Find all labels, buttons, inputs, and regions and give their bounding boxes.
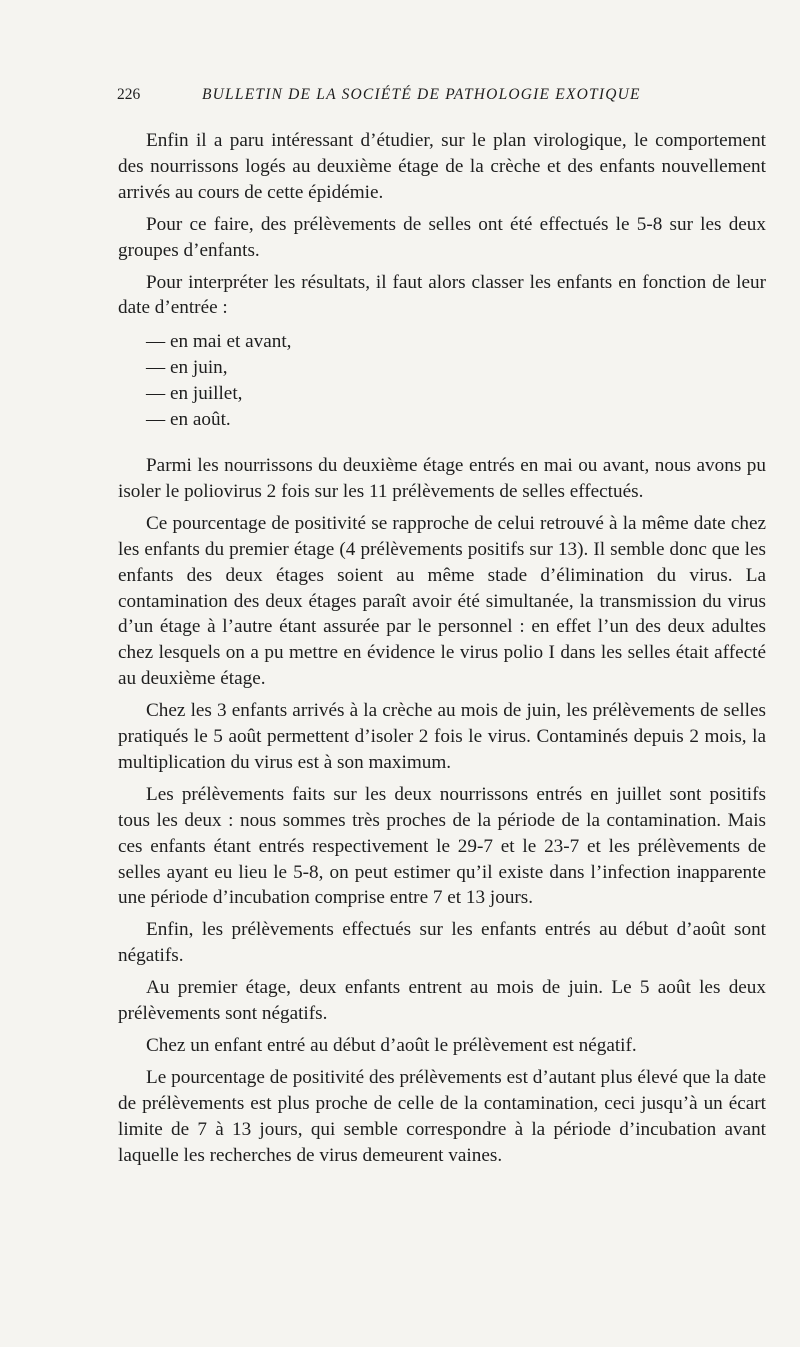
list-item: — en mai et avant, (146, 331, 292, 353)
entry-date-list (118, 329, 766, 433)
paragraph: Enfin il a paru intéressant d’étudier, sur le plan virologique, le comportement des nourrissons logés au deuxième étage de la crèche et des enfants nouvellement arrivés au cours de cette épidémie. (118, 130, 766, 203)
list-item: — en août. (146, 409, 231, 431)
paragraph: Enfin, les prélèvements effectués sur les enfants entrés au début d’août sont négatifs. (118, 919, 766, 967)
paragraph: Parmi les nourrissons du deuxième étage entrés en mai ou avant, nous avons pu isoler le poliovirus 2 fois sur les 11 prélèvements de selles effectués. (118, 454, 766, 502)
paragraph: Les prélèvements faits sur les deux nourrissons entrés en juillet sont positifs tous les deux : nous sommes très proches de la période de la contamination. Mais ces enfants étant entrés respectivement le 29-7 et le 23-7 et les prélèvements de selles ayant eu lieu le 5-8, on peut estimer qu’il existe dans l’infection inapparente une période d’incubation comprise entre 7 et 13 jours. (118, 783, 766, 909)
list-item: — en juin, (146, 357, 228, 379)
paragraph: Ce pourcentage de positivité se rapproche de celui retrouvé à la même date chez les enfants du premier étage (4 prélèvements positifs sur 13). Il semble donc que les enfants des deux étages soient au même stade d’élimination du virus. La contamination des deux étages paraît avoir été simultanée, la transmission du virus d’un étage à l’autre étant assurée par le personnel : en effet l’un des deux adultes chez lesquels on a pu mettre en évidence le virus polio I dans les selles était affecté au deuxième étage. (118, 512, 766, 690)
paragraph: Chez un enfant entré au début d’août le prélèvement est négatif. (146, 1035, 637, 1056)
paragraph: Pour interpréter les résultats, il faut alors classer les enfants en fonction de leur date d’entrée : (118, 271, 766, 319)
running-title: BULLETIN DE LA SOCIÉTÉ DE PATHOLOGIE EXOTIQUE (202, 86, 641, 103)
page-number: 226 (117, 86, 141, 103)
running-header (117, 86, 685, 110)
paragraph: Au premier étage, deux enfants entrent au mois de juin. Le 5 août les deux prélèvements sont négatifs. (118, 977, 766, 1025)
paragraph: Le pourcentage de positivité des prélèvements est d’autant plus élevé que la date de prélèvements est plus proche de celle de la contamination, ceci jusqu’à un écart limite de 7 à 13 jours, qui semble correspondre à la période d’incubation avant laquelle les recherches de virus demeurent vaines. (118, 1066, 766, 1166)
list-item: — en juillet, (146, 383, 243, 405)
paragraph: Chez les 3 enfants arrivés à la crèche au mois de juin, les prélèvements de selles pratiqués le 5 août permettent d’isoler 2 fois le virus. Contaminés depuis 2 mois, la multiplication du virus est à son maximum. (118, 700, 766, 773)
paragraph: Pour ce faire, des prélèvements de selles ont été effectués le 5-8 sur les deux groupes d’enfants. (118, 213, 766, 261)
article-body (118, 128, 766, 1175)
